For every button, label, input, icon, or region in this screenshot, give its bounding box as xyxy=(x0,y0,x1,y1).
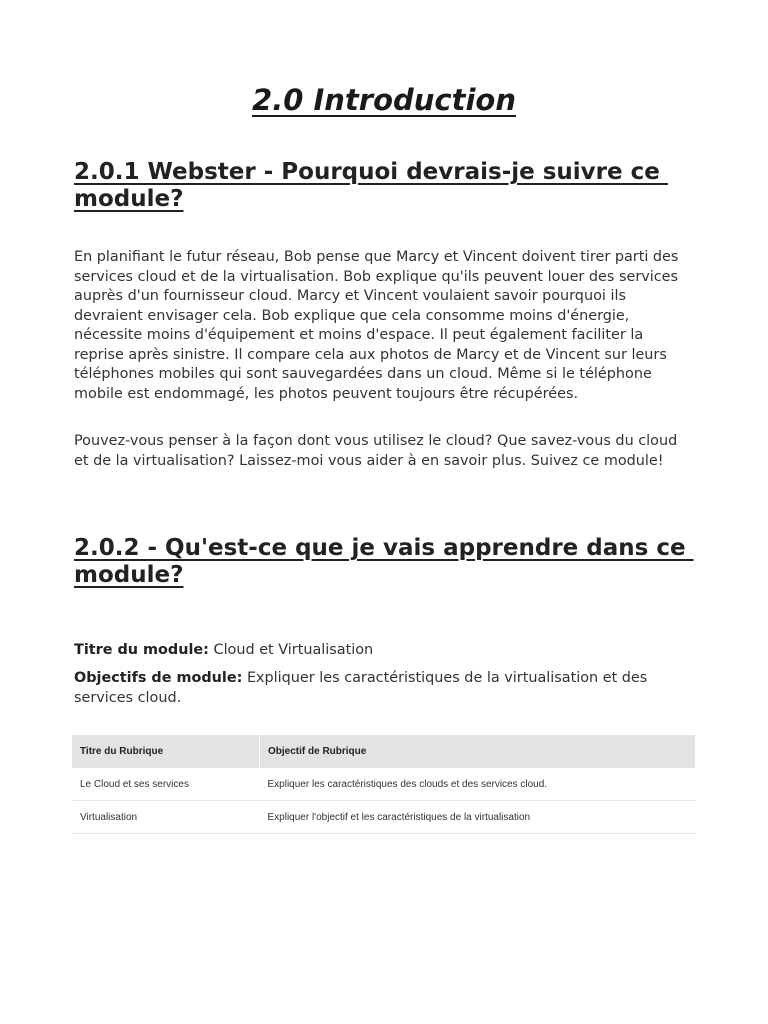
table-cell: Expliquer l'objectif et les caractéristiques de la virtualisation xyxy=(260,801,696,834)
table-cell: Expliquer les caractéristiques des clouds et des services cloud. xyxy=(260,768,696,801)
table-row xyxy=(72,768,695,801)
module-objectives-value: Expliquer les caractéristiques de la virtualisation et des services cloud. xyxy=(74,670,648,706)
module-title-value: Cloud et Virtualisation xyxy=(213,642,374,658)
question-paragraph: Pouvez-vous penser à la façon dont vous utilisez le cloud? Que savez-vous du cloud et de la virtualisation? Laissez-moi vous aider à en savoir plus. Suivez ce module! xyxy=(74,433,678,469)
table-header-cell: Objectif de Rubrique xyxy=(260,735,696,768)
section-heading-webster: 2.0.1 Webster - Pourquoi devrais-je suivre ce module? xyxy=(74,159,668,212)
table-cell: Virtualisation xyxy=(72,801,260,834)
module-title-label: Titre du module: xyxy=(74,642,209,658)
table-header-cell: Titre du Rubrique xyxy=(72,735,260,768)
section-heading-learning: 2.0.2 - Qu'est-ce que je vais apprendre dans ce module? xyxy=(74,535,694,588)
module-objectives-line xyxy=(74,669,696,708)
table-row xyxy=(72,801,695,834)
module-objectives-label: Objectifs de module: xyxy=(74,670,243,686)
page-title: 2.0 Introduction xyxy=(252,83,516,117)
module-title-line xyxy=(74,641,696,661)
intro-paragraph: En planifiant le futur réseau, Bob pense que Marcy et Vincent doivent tirer parti des services cloud et de la virtualisation. Bob explique qu'ils peuvent louer des services auprès d'un fournisseur cloud. Marcy et Vincent voulaient savoir pourquoi ils devraient envisager cela. Bob explique que cela consomme moins d'énergie, nécessite moins d'équipement et moins d'espace. Il peut également faciliter la reprise après sinistre. Il compare cela aux photos de Marcy et de Vincent sur leurs téléphones mobiles qui sont sauvegardées dans un cloud. Même si le téléphone mobile est endommagé, les photos peuvent toujours être récupérées. xyxy=(74,249,679,402)
table-header-row xyxy=(72,735,695,768)
table-cell: Le Cloud et ses services xyxy=(72,768,260,801)
rubric-table xyxy=(72,735,695,834)
